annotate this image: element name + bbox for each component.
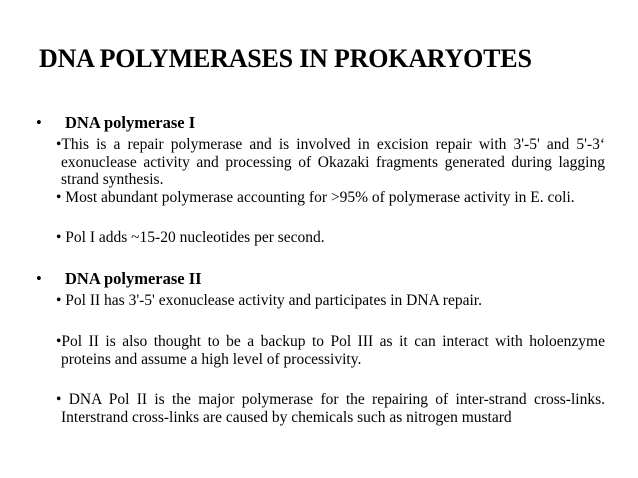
point-repair-polymerase: •This is a repair polymerase and is involved in excision repair with 3'-5' and 5'-3‘ exonuclease activity and processing of Okazaki fragments generated during lagging strand synthesis. xyxy=(56,136,605,188)
point-backup-pol-iii: •Pol II is also thought to be a backup to Pol III as it can interact with holoenzyme proteins and assume a high level of processivity. xyxy=(56,333,605,368)
heading-text: DNA polymerase I xyxy=(65,113,196,132)
point-nucleotides-rate: • Pol I adds ~15-20 nucleotides per second. xyxy=(56,229,325,246)
point-most-abundant: • Most abundant polymerase accounting for >95% of polymerase activity in E. coli. xyxy=(56,189,575,206)
point-exonuclease-activity: • Pol II has 3'-5' exonuclease activity and participates in DNA repair. xyxy=(56,292,482,309)
section-heading-pol-ii xyxy=(36,269,202,289)
bullet-marker: • xyxy=(36,113,42,132)
bullet-marker: • xyxy=(36,269,42,288)
slide-title: DNA POLYMERASES IN PROKARYOTES xyxy=(39,44,532,73)
point-cross-link-repair: • DNA Pol II is the major polymerase for the repairing of inter-strand cross-links. Interstrand cross-links are caused by chemicals such as nitrogen mustard xyxy=(56,391,605,426)
heading-text: DNA polymerase II xyxy=(65,269,202,288)
section-heading-pol-i xyxy=(36,113,195,133)
